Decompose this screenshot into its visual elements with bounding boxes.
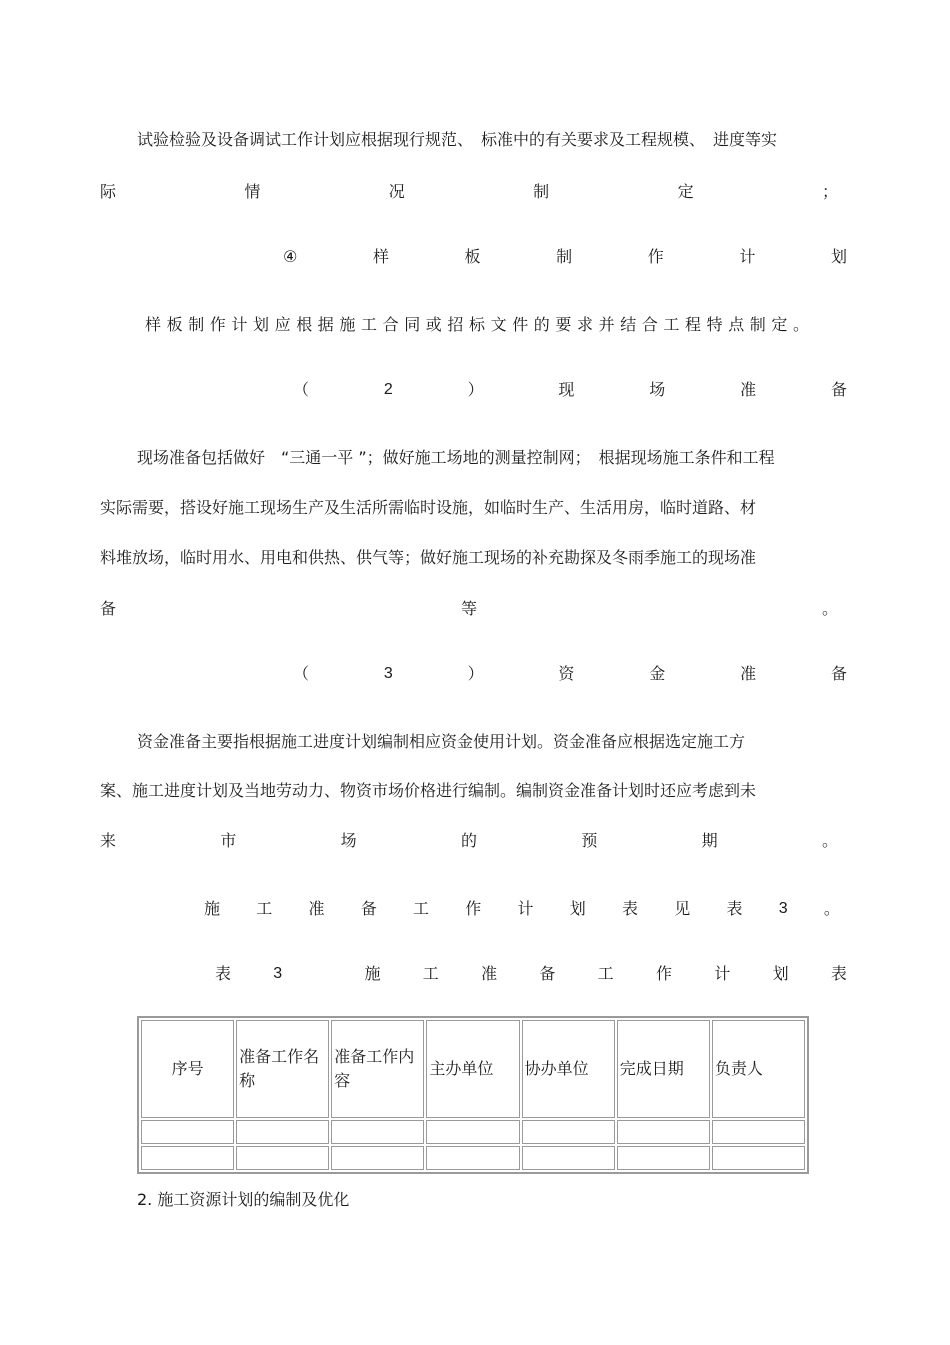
char: 表 [622, 899, 639, 918]
char: 板 [464, 247, 481, 266]
table-cell [712, 1146, 805, 1170]
header-cell-responsible: 负责人 [712, 1020, 805, 1118]
char: 3 [273, 965, 283, 982]
char: 划 [830, 247, 847, 266]
char: 场 [649, 380, 666, 399]
table-header-row [141, 1020, 805, 1118]
table-caption [215, 963, 847, 985]
para-test-plan-line1: 试验检验及设备调试工作计划应根据现行规范、 标准中的有关要求及工程规模、 进度等实 [137, 130, 778, 149]
prep-work-plan-table [137, 1016, 809, 1174]
char: 计 [714, 964, 731, 983]
char: 作 [647, 247, 664, 266]
heading-site-prep [293, 379, 847, 401]
char: 表 [726, 899, 743, 918]
char: 3 [383, 665, 393, 682]
char: 3 [778, 900, 788, 917]
char: 的 [460, 831, 477, 850]
char: 预 [581, 831, 598, 850]
char: 备 [100, 599, 117, 618]
table-row [141, 1146, 805, 1170]
char: ④ [283, 247, 298, 266]
char: 金 [649, 664, 666, 683]
header-cell-completion-date: 完成日期 [617, 1020, 710, 1118]
para-fund-prep-line1: 资金准备主要指根据施工进度计划编制相应资金使用计划。资金准备应根据选定施工方 [137, 732, 746, 751]
char: 工 [597, 964, 614, 983]
char: 表 [830, 964, 847, 983]
char: 工 [422, 964, 439, 983]
heading-fund-prep [293, 663, 847, 685]
char: 计 [517, 899, 534, 918]
header-cell-work-content: 准备工作内 容 [331, 1020, 424, 1118]
table-cell [426, 1120, 519, 1144]
char: 制 [533, 182, 550, 201]
table-cell [617, 1146, 710, 1170]
char: 备 [360, 899, 377, 918]
char: 资 [558, 664, 575, 683]
char: （ [293, 380, 310, 399]
char: 。 [823, 899, 840, 918]
char: 情 [244, 182, 261, 201]
char: 市 [220, 831, 237, 850]
para-fund-prep-line2: 案、施工进度计划及当地劳动力、物资市场价格进行编制。编制资金准备计划时还应考虑到未 [100, 781, 757, 800]
table-reference-line [204, 898, 840, 920]
char: 况 [388, 182, 405, 201]
char: 准 [740, 664, 757, 683]
char: 备 [539, 964, 556, 983]
table-cell [236, 1120, 329, 1144]
char: 期 [701, 831, 718, 850]
char: 准 [740, 380, 757, 399]
heading-sample-plan [283, 246, 847, 268]
char: 工 [256, 899, 273, 918]
para-fund-prep-line3 [100, 830, 838, 852]
char: 备 [830, 664, 847, 683]
para-site-prep-line1: 现场准备包括做好 “三通一平 ”；做好施工场地的测量控制网； 根据现场施工条件和工程 [137, 448, 775, 467]
char: 施 [364, 964, 381, 983]
char: 作 [655, 964, 672, 983]
table-cell [331, 1120, 424, 1144]
char: 准 [481, 964, 498, 983]
header-cell-work-name: 准备工作名 称 [236, 1020, 329, 1118]
char: 场 [340, 831, 357, 850]
char: 作 [465, 899, 482, 918]
char: ） [467, 380, 484, 399]
char: 施 [204, 899, 221, 918]
para-site-prep-line3: 料堆放场，临时用水、用电和供热、供气等；做好施工现场的补充勘探及冬雨季施工的现场准 [100, 548, 757, 567]
char: 定 [677, 182, 694, 201]
table-cell [141, 1120, 234, 1144]
table-row [141, 1120, 805, 1144]
table-cell [141, 1146, 234, 1170]
char: ； [821, 182, 838, 201]
char: 见 [674, 899, 691, 918]
char: 计 [739, 247, 756, 266]
table-cell [236, 1146, 329, 1170]
char: 。 [821, 599, 838, 618]
char: 备 [830, 380, 847, 399]
char: 2 [383, 381, 393, 398]
para-sample-plan: 样板制作计划应根据施工合同或招标文件的要求并结合工程特点制定。 [145, 315, 815, 334]
table-cell [426, 1146, 519, 1170]
char: （ [293, 664, 310, 683]
header-cell-assist-unit: 协办单位 [522, 1020, 615, 1118]
char: 划 [569, 899, 586, 918]
header-cell-index: 序号 [141, 1020, 234, 1118]
table-cell [522, 1146, 615, 1170]
char: 。 [821, 831, 838, 850]
char: 际 [100, 182, 117, 201]
char: ） [467, 664, 484, 683]
char: 等 [460, 599, 477, 618]
table-cell [331, 1146, 424, 1170]
header-cell-host-unit: 主办单位 [426, 1020, 519, 1118]
table-cell [522, 1120, 615, 1144]
section-heading-resource-plan: 2. 施工资源计划的编制及优化 [137, 1190, 350, 1209]
table-cell [617, 1120, 710, 1144]
char: 表 [215, 964, 232, 983]
para-test-plan-line2 [100, 181, 838, 203]
char: 准 [308, 899, 325, 918]
char: 制 [556, 247, 573, 266]
char: 现 [558, 380, 575, 399]
char: 样 [372, 247, 389, 266]
table-cell [712, 1120, 805, 1144]
char: 来 [100, 831, 117, 850]
para-site-prep-line2: 实际需要，搭设好施工现场生产及生活所需临时设施，如临时生产、生活用房，临时道路、材 [100, 498, 757, 517]
para-site-prep-line4 [100, 598, 838, 620]
char: 划 [772, 964, 789, 983]
char: 工 [413, 899, 430, 918]
